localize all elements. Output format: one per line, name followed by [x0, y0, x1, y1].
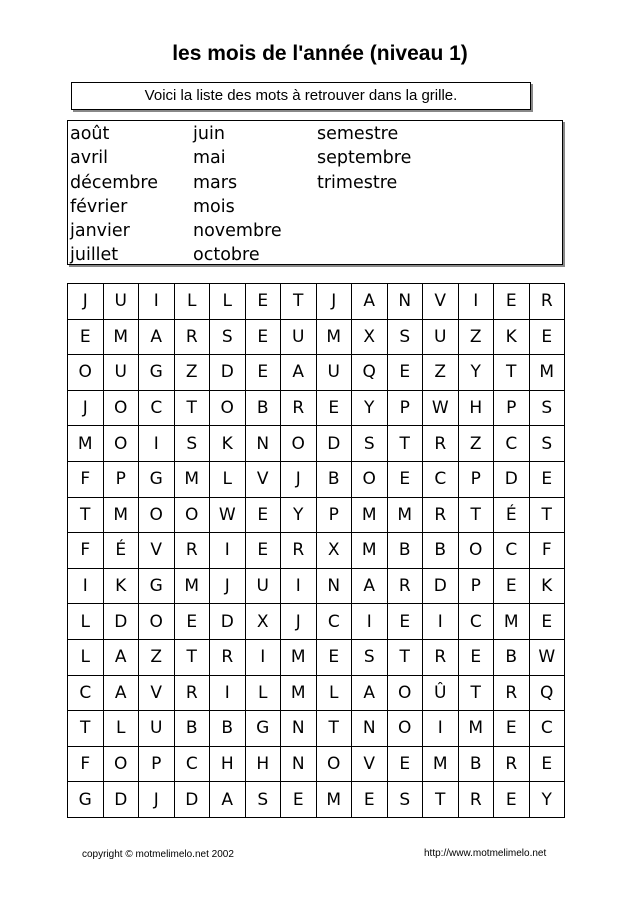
grid-cell[interactable]: M: [104, 498, 140, 534]
grid-cell[interactable]: P: [388, 391, 424, 427]
grid-cell[interactable]: T: [175, 640, 211, 676]
grid-cell[interactable]: S: [530, 426, 566, 462]
grid-cell[interactable]: I: [352, 604, 388, 640]
letter-grid: [67, 283, 565, 818]
grid-cell[interactable]: E: [175, 604, 211, 640]
grid-cell[interactable]: D: [104, 604, 140, 640]
word-item: juillet: [70, 245, 119, 266]
grid-cell[interactable]: C: [175, 747, 211, 783]
word-column-2: [193, 122, 282, 268]
grid-cell[interactable]: D: [494, 462, 530, 498]
grid-cell[interactable]: M: [104, 320, 140, 356]
grid-cell[interactable]: M: [388, 498, 424, 534]
grid-cell[interactable]: O: [175, 498, 211, 534]
grid-cell[interactable]: J: [139, 782, 175, 818]
grid-cell[interactable]: G: [139, 355, 175, 391]
grid-cell[interactable]: O: [388, 676, 424, 712]
grid-cell[interactable]: B: [494, 640, 530, 676]
grid-cell[interactable]: R: [494, 747, 530, 783]
grid-cell[interactable]: S: [175, 426, 211, 462]
grid-cell[interactable]: L: [68, 604, 104, 640]
word-item: mois: [193, 196, 235, 217]
grid-cell[interactable]: L: [210, 284, 246, 320]
word-item: mai: [193, 148, 226, 169]
grid-cell[interactable]: O: [104, 426, 140, 462]
grid-cell[interactable]: U: [104, 284, 140, 320]
word-column-3: [317, 122, 411, 195]
grid-cell[interactable]: U: [139, 711, 175, 747]
grid-cell[interactable]: P: [459, 569, 495, 605]
grid-cell[interactable]: M: [68, 426, 104, 462]
grid-cell[interactable]: E: [494, 284, 530, 320]
grid-cell[interactable]: I: [423, 711, 459, 747]
grid-cell[interactable]: V: [352, 747, 388, 783]
grid-cell[interactable]: G: [139, 462, 175, 498]
grid-cell[interactable]: Y: [459, 355, 495, 391]
grid-cell[interactable]: E: [530, 320, 566, 356]
grid-cell[interactable]: L: [68, 640, 104, 676]
grid-cell[interactable]: L: [175, 284, 211, 320]
grid-cell[interactable]: O: [210, 391, 246, 427]
grid-cell[interactable]: T: [423, 782, 459, 818]
grid-cell[interactable]: R: [423, 498, 459, 534]
grid-cell[interactable]: U: [104, 355, 140, 391]
grid-cell[interactable]: T: [459, 676, 495, 712]
grid-cell[interactable]: L: [210, 462, 246, 498]
grid-cell[interactable]: X: [246, 604, 282, 640]
grid-cell[interactable]: É: [494, 498, 530, 534]
grid-cell[interactable]: J: [317, 284, 353, 320]
grid-cell[interactable]: S: [246, 782, 282, 818]
grid-cell[interactable]: E: [246, 355, 282, 391]
word-item: février: [70, 196, 128, 217]
grid-cell[interactable]: S: [352, 640, 388, 676]
grid-cell[interactable]: E: [530, 604, 566, 640]
grid-cell[interactable]: R: [423, 426, 459, 462]
grid-cell[interactable]: R: [175, 320, 211, 356]
grid-cell[interactable]: Q: [352, 355, 388, 391]
copyright-text: copyright © motmelimelo.net 2002: [82, 849, 234, 860]
grid-cell[interactable]: I: [246, 640, 282, 676]
word-item: avril: [70, 148, 108, 169]
grid-cell[interactable]: P: [104, 462, 140, 498]
grid-cell[interactable]: I: [459, 284, 495, 320]
page-title: les mois de l'année (niveau 1): [172, 42, 468, 65]
word-column-1: [70, 122, 158, 268]
grid-cell[interactable]: O: [459, 533, 495, 569]
grid-cell[interactable]: W: [210, 498, 246, 534]
grid-cell[interactable]: R: [210, 640, 246, 676]
grid-cell[interactable]: M: [317, 782, 353, 818]
grid-cell[interactable]: L: [246, 676, 282, 712]
grid-cell[interactable]: I: [139, 426, 175, 462]
grid-cell[interactable]: E: [388, 355, 424, 391]
grid-cell[interactable]: L: [317, 676, 353, 712]
grid-cell[interactable]: K: [530, 569, 566, 605]
grid-cell[interactable]: R: [494, 676, 530, 712]
grid-cell[interactable]: D: [317, 426, 353, 462]
word-item: septembre: [317, 148, 412, 169]
grid-cell[interactable]: M: [175, 462, 211, 498]
grid-cell[interactable]: C: [459, 604, 495, 640]
grid-cell[interactable]: N: [281, 711, 317, 747]
grid-cell[interactable]: O: [388, 711, 424, 747]
grid-cell[interactable]: N: [352, 711, 388, 747]
grid-cell[interactable]: E: [494, 711, 530, 747]
instruction-box: Voici la liste des mots à retrouver dans la grille.: [71, 82, 531, 110]
grid-cell[interactable]: H: [210, 747, 246, 783]
grid-cell[interactable]: K: [104, 569, 140, 605]
grid-cell[interactable]: M: [494, 604, 530, 640]
word-item: janvier: [70, 221, 130, 242]
grid-cell[interactable]: A: [281, 355, 317, 391]
word-item: octobre: [193, 245, 260, 266]
grid-cell[interactable]: H: [246, 747, 282, 783]
word-item: décembre: [70, 172, 158, 193]
grid-cell[interactable]: P: [139, 747, 175, 783]
grid-cell[interactable]: O: [104, 391, 140, 427]
grid-cell[interactable]: W: [530, 640, 566, 676]
grid-cell[interactable]: N: [388, 284, 424, 320]
grid-cell[interactable]: A: [104, 676, 140, 712]
grid-cell[interactable]: D: [210, 355, 246, 391]
site-url-link[interactable]: http://www.motmelimelo.net: [424, 848, 547, 859]
grid-cell[interactable]: N: [281, 747, 317, 783]
grid-cell[interactable]: M: [352, 498, 388, 534]
grid-cell[interactable]: É: [104, 533, 140, 569]
grid-cell[interactable]: M: [459, 711, 495, 747]
grid-cell[interactable]: T: [175, 391, 211, 427]
grid-cell[interactable]: E: [246, 284, 282, 320]
grid-cell[interactable]: Z: [459, 320, 495, 356]
grid-cell[interactable]: C: [68, 676, 104, 712]
grid-cell[interactable]: B: [210, 711, 246, 747]
grid-cell[interactable]: E: [388, 462, 424, 498]
grid-cell[interactable]: W: [423, 391, 459, 427]
grid-cell[interactable]: P: [459, 462, 495, 498]
grid-cell[interactable]: Q: [530, 676, 566, 712]
grid-cell[interactable]: V: [246, 462, 282, 498]
grid-cell[interactable]: S: [352, 426, 388, 462]
grid-cell[interactable]: I: [423, 604, 459, 640]
grid-cell[interactable]: T: [281, 284, 317, 320]
grid-cell[interactable]: E: [352, 782, 388, 818]
grid-cell[interactable]: U: [423, 320, 459, 356]
grid-cell[interactable]: C: [317, 604, 353, 640]
grid-cell[interactable]: G: [246, 711, 282, 747]
grid-cell[interactable]: V: [423, 284, 459, 320]
grid-cell[interactable]: E: [246, 498, 282, 534]
grid-cell[interactable]: R: [175, 676, 211, 712]
grid-cell[interactable]: T: [317, 711, 353, 747]
grid-cell[interactable]: G: [139, 569, 175, 605]
grid-cell[interactable]: A: [352, 284, 388, 320]
grid-cell[interactable]: T: [530, 498, 566, 534]
grid-cell[interactable]: M: [423, 747, 459, 783]
grid-cell[interactable]: E: [494, 782, 530, 818]
grid-cell[interactable]: E: [388, 604, 424, 640]
grid-cell[interactable]: Y: [530, 782, 566, 818]
grid-cell[interactable]: M: [175, 569, 211, 605]
grid-cell[interactable]: E: [68, 320, 104, 356]
grid-cell[interactable]: B: [388, 533, 424, 569]
grid-cell[interactable]: S: [210, 320, 246, 356]
grid-cell[interactable]: M: [530, 355, 566, 391]
grid-cell[interactable]: O: [104, 747, 140, 783]
grid-cell[interactable]: C: [530, 711, 566, 747]
grid-cell[interactable]: E: [317, 640, 353, 676]
word-item: juin: [193, 124, 225, 144]
grid-cell[interactable]: I: [68, 569, 104, 605]
grid-cell[interactable]: Y: [352, 391, 388, 427]
grid-cell[interactable]: D: [175, 782, 211, 818]
grid-cell[interactable]: A: [210, 782, 246, 818]
grid-cell[interactable]: V: [139, 676, 175, 712]
grid-cell[interactable]: E: [530, 747, 566, 783]
grid-cell[interactable]: S: [530, 391, 566, 427]
grid-cell[interactable]: R: [459, 782, 495, 818]
grid-cell[interactable]: A: [139, 320, 175, 356]
grid-cell[interactable]: R: [423, 640, 459, 676]
grid-cell[interactable]: Û: [423, 676, 459, 712]
grid-cell[interactable]: O: [281, 426, 317, 462]
grid-cell[interactable]: K: [494, 320, 530, 356]
grid-cell[interactable]: P: [317, 498, 353, 534]
grid-cell[interactable]: B: [423, 533, 459, 569]
grid-cell[interactable]: T: [494, 355, 530, 391]
grid-cell[interactable]: M: [281, 640, 317, 676]
grid-cell[interactable]: E: [494, 569, 530, 605]
grid-cell[interactable]: S: [388, 782, 424, 818]
grid-cell[interactable]: U: [246, 569, 282, 605]
grid-cell[interactable]: R: [388, 569, 424, 605]
grid-cell[interactable]: B: [246, 391, 282, 427]
grid-cell[interactable]: X: [317, 533, 353, 569]
grid-cell[interactable]: M: [281, 676, 317, 712]
grid-cell[interactable]: L: [104, 711, 140, 747]
grid-cell[interactable]: T: [388, 640, 424, 676]
grid-cell[interactable]: E: [246, 320, 282, 356]
grid-cell[interactable]: B: [317, 462, 353, 498]
word-item: trimestre: [317, 172, 398, 193]
grid-cell[interactable]: F: [530, 533, 566, 569]
grid-cell[interactable]: I: [139, 284, 175, 320]
grid-cell[interactable]: C: [423, 462, 459, 498]
grid-cell[interactable]: E: [388, 747, 424, 783]
word-item: semestre: [317, 124, 399, 144]
grid-cell[interactable]: O: [139, 604, 175, 640]
grid-cell[interactable]: M: [317, 320, 353, 356]
grid-cell[interactable]: O: [352, 462, 388, 498]
grid-cell[interactable]: U: [317, 355, 353, 391]
grid-cell[interactable]: K: [210, 426, 246, 462]
grid-cell[interactable]: T: [68, 498, 104, 534]
grid-cell[interactable]: E: [459, 640, 495, 676]
grid-cell[interactable]: C: [494, 426, 530, 462]
grid-cell[interactable]: D: [423, 569, 459, 605]
grid-cell[interactable]: E: [246, 533, 282, 569]
grid-cell[interactable]: T: [459, 498, 495, 534]
grid-cell[interactable]: M: [352, 533, 388, 569]
grid-cell[interactable]: H: [459, 391, 495, 427]
grid-cell[interactable]: I: [210, 533, 246, 569]
grid-cell[interactable]: I: [281, 569, 317, 605]
grid-cell[interactable]: C: [494, 533, 530, 569]
grid-cell[interactable]: J: [68, 391, 104, 427]
grid-cell[interactable]: C: [139, 391, 175, 427]
grid-cell[interactable]: N: [317, 569, 353, 605]
grid-cell[interactable]: Z: [139, 640, 175, 676]
grid-cell[interactable]: R: [281, 391, 317, 427]
grid-cell[interactable]: J: [281, 462, 317, 498]
grid-cell[interactable]: X: [352, 320, 388, 356]
grid-cell[interactable]: F: [68, 533, 104, 569]
grid-cell[interactable]: G: [68, 782, 104, 818]
word-item: mars: [193, 172, 238, 193]
grid-cell[interactable]: O: [317, 747, 353, 783]
grid-cell[interactable]: F: [68, 747, 104, 783]
grid-cell[interactable]: B: [459, 747, 495, 783]
grid-cell[interactable]: O: [139, 498, 175, 534]
grid-cell[interactable]: O: [68, 355, 104, 391]
grid-cell[interactable]: A: [104, 640, 140, 676]
grid-cell[interactable]: D: [210, 604, 246, 640]
word-item: novembre: [193, 221, 282, 242]
grid-cell[interactable]: J: [68, 284, 104, 320]
grid-cell[interactable]: S: [388, 320, 424, 356]
grid-cell[interactable]: P: [494, 391, 530, 427]
grid-cell[interactable]: R: [281, 533, 317, 569]
grid-cell[interactable]: R: [175, 533, 211, 569]
grid-cell[interactable]: E: [530, 462, 566, 498]
grid-cell[interactable]: V: [139, 533, 175, 569]
grid-cell[interactable]: E: [317, 391, 353, 427]
word-item: août: [70, 124, 110, 144]
grid-cell[interactable]: A: [352, 676, 388, 712]
grid-cell[interactable]: N: [246, 426, 282, 462]
grid-cell[interactable]: D: [104, 782, 140, 818]
grid-cell[interactable]: I: [210, 676, 246, 712]
grid-cell[interactable]: Z: [175, 355, 211, 391]
grid-cell[interactable]: R: [530, 284, 566, 320]
grid-cell[interactable]: T: [68, 711, 104, 747]
grid-cell[interactable]: U: [281, 320, 317, 356]
word-list-box: [67, 120, 563, 265]
grid-cell[interactable]: E: [281, 782, 317, 818]
grid-cell[interactable]: A: [352, 569, 388, 605]
grid-cell[interactable]: Z: [423, 355, 459, 391]
grid-cell[interactable]: F: [68, 462, 104, 498]
grid-cell[interactable]: Y: [281, 498, 317, 534]
grid-cell[interactable]: Z: [459, 426, 495, 462]
grid-cell[interactable]: T: [388, 426, 424, 462]
grid-cell[interactable]: B: [175, 711, 211, 747]
grid-cell[interactable]: J: [281, 604, 317, 640]
grid-cell[interactable]: J: [210, 569, 246, 605]
